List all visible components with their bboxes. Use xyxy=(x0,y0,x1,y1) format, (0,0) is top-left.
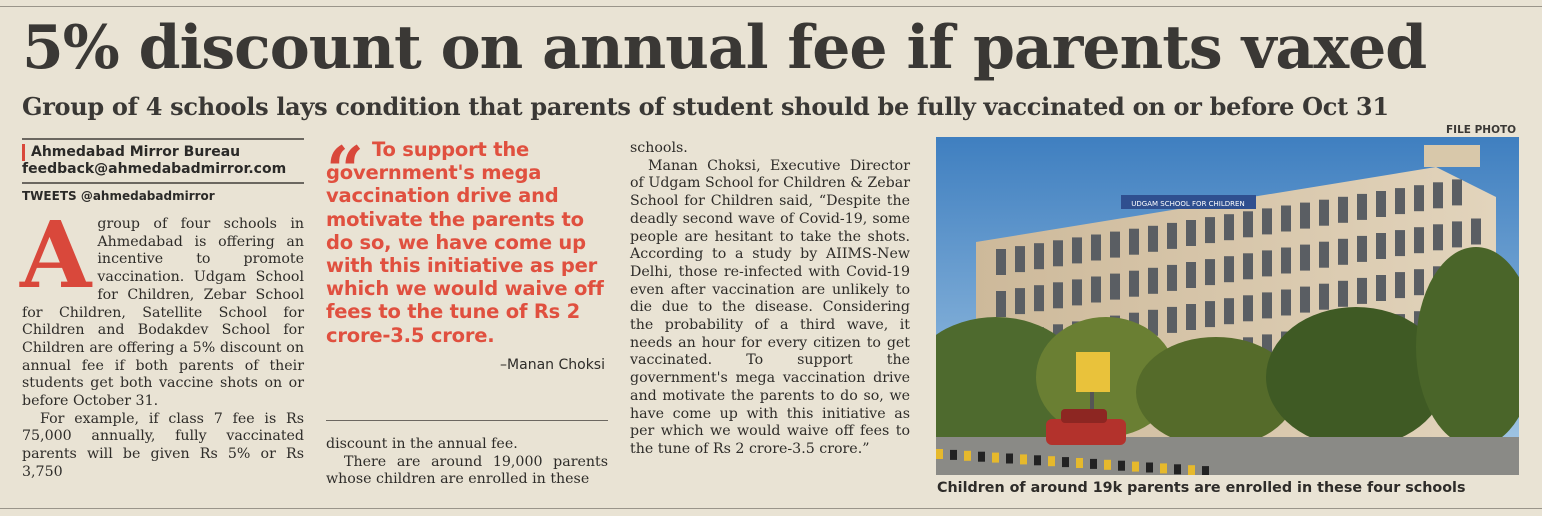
building-window xyxy=(1357,236,1367,262)
building-window xyxy=(1167,307,1177,333)
building-window xyxy=(1110,232,1120,258)
twitter-handle: TWEETS @ahmedabadmirror xyxy=(22,189,215,203)
building-window xyxy=(1072,279,1082,305)
building-window xyxy=(1414,227,1424,253)
building-window xyxy=(1053,282,1063,308)
kerb-stripe xyxy=(1034,455,1041,465)
pull-quote-rule xyxy=(326,420,608,421)
building-window xyxy=(1224,298,1234,324)
kerb-stripe xyxy=(936,449,943,459)
building-window xyxy=(1376,275,1386,301)
building-window xyxy=(1319,200,1329,226)
building-window xyxy=(1224,256,1234,282)
headline: 5% discount on annual fee if parents vaxed xyxy=(22,13,1427,83)
kerb-stripe xyxy=(1062,457,1069,467)
building-window xyxy=(1148,226,1158,252)
pull-quote-text: To support the government's mega vaccination drive and motivate the parents to do so, we have come up with this initiative as per which we would waive off fees to the tune of Rs 2 crore-3.5 crore. xyxy=(326,138,604,347)
building-window xyxy=(1319,242,1329,268)
byline-rule xyxy=(22,182,304,184)
building-window xyxy=(1243,295,1253,321)
building-window xyxy=(1433,182,1443,208)
building-window xyxy=(1357,194,1367,220)
byline-bureau: Ahmedabad Mirror Bureau xyxy=(22,144,304,161)
kerb-stripe xyxy=(1160,463,1167,473)
building-window xyxy=(1129,271,1139,297)
kerb-stripe xyxy=(964,451,971,461)
building-window xyxy=(1338,281,1348,307)
building-window xyxy=(1091,235,1101,261)
kerb-stripe xyxy=(992,453,999,463)
kerb-stripe xyxy=(1076,458,1083,468)
building-window xyxy=(1395,188,1405,214)
building-window xyxy=(1357,278,1367,304)
byline-email: feedback@ahmedabadmirror.com xyxy=(22,161,287,177)
paragraph: schools. xyxy=(630,140,688,156)
building-window xyxy=(1262,292,1272,318)
building-window xyxy=(1395,272,1405,298)
quote-mark-icon: “ xyxy=(326,132,364,210)
kerb-stripe xyxy=(1146,463,1153,473)
building-window xyxy=(1471,219,1481,245)
building-window xyxy=(1262,208,1272,234)
kerb-stripe xyxy=(1020,454,1027,464)
building-window xyxy=(1205,301,1215,327)
building-window xyxy=(1186,304,1196,330)
kerb-stripe xyxy=(950,450,957,460)
kerb-stripe xyxy=(1048,456,1055,466)
building-window xyxy=(1091,277,1101,303)
kerb-stripe xyxy=(1202,466,1209,475)
building-window xyxy=(1167,223,1177,249)
building-window xyxy=(1433,224,1443,250)
kerb-stripe xyxy=(1006,454,1013,464)
building-window xyxy=(1281,206,1291,232)
paragraph: group of four schools in Ahmedabad is offering an incentive to promote vaccination. Udgam School for Children, Zebar School for Children, Satellite School for Children and Bodakdev School for Children are offering a 5% discount on annual fee if both parents of their students get both vaccine shots on or before October 31. xyxy=(22,216,304,410)
building-window xyxy=(1300,203,1310,229)
pull-quote-attribution: –Manan Choksi xyxy=(500,356,605,373)
paragraph: There are around 19,000 parents whose children are enrolled in these xyxy=(326,453,608,488)
building-window xyxy=(1110,274,1120,300)
building-window xyxy=(1205,259,1215,285)
paragraph: For example, if class 7 fee is Rs 75,000 annually, fully vaccinated parents will be given Rs 5% or Rs 3,750 xyxy=(22,410,304,480)
building-window xyxy=(1186,262,1196,288)
article-column-3 xyxy=(630,140,910,459)
kerb-stripe xyxy=(978,452,985,462)
building-window xyxy=(1338,197,1348,223)
bottom-rule xyxy=(0,508,1542,509)
photo-caption: Children of around 19k parents are enrolled in these four schools xyxy=(937,480,1466,496)
drop-cap: A xyxy=(20,201,92,309)
article-column-2 xyxy=(326,436,608,489)
building-window xyxy=(1300,245,1310,271)
pull-quote xyxy=(326,132,609,373)
building-window xyxy=(1129,229,1139,255)
building-window xyxy=(1224,214,1234,240)
building-window xyxy=(1148,268,1158,294)
kerb-stripe xyxy=(1132,462,1139,472)
byline xyxy=(22,138,304,184)
byline-rule xyxy=(22,138,304,140)
building-window xyxy=(1338,239,1348,265)
building-window xyxy=(1452,179,1462,205)
building-window xyxy=(1281,290,1291,316)
building-window xyxy=(1243,211,1253,237)
building-window xyxy=(1034,243,1044,269)
building-window xyxy=(1300,287,1310,313)
building-window xyxy=(1243,253,1253,279)
building-window xyxy=(1395,230,1405,256)
building-sign: UDGAM SCHOOL FOR CHILDREN xyxy=(1131,200,1245,208)
building-window xyxy=(1053,240,1063,266)
building-window xyxy=(1072,237,1082,263)
article-column-1 xyxy=(20,201,304,482)
kerb-stripe xyxy=(1090,459,1097,469)
photo-credit: FILE PHOTO xyxy=(1446,124,1517,136)
building-window xyxy=(1319,284,1329,310)
building-window xyxy=(1205,217,1215,243)
top-rule xyxy=(0,6,1542,7)
building-window xyxy=(996,291,1006,317)
building-window xyxy=(1281,248,1291,274)
kerb-stripe xyxy=(1104,460,1111,470)
building-window xyxy=(1376,233,1386,259)
building-window xyxy=(1186,220,1196,246)
kerb-stripe xyxy=(1118,461,1125,471)
building-window xyxy=(1034,285,1044,311)
building-window xyxy=(1414,269,1424,295)
subheadline: Group of 4 schools lays condition that parents of student should be fully vaccinated on or before Oct 31 xyxy=(22,92,1389,121)
building-window xyxy=(1414,185,1424,211)
building-window xyxy=(996,249,1006,275)
building-window xyxy=(1262,250,1272,276)
building-window xyxy=(1167,265,1177,291)
building-window xyxy=(1015,288,1025,314)
school-building-photo xyxy=(936,137,1519,475)
building-window xyxy=(1452,221,1462,247)
paragraph: Manan Choksi, Executive Director of Udgam School for Children & Zebar School for Children said, “Despite the deadly second wave of Covid-19, some people are hesitant to take the shots. According to a study by AIIMS-New Delhi, those re-infected with Covid-19 even after vaccination are unlikely to die due to the disease. Considering the probability of a third wave, it needs an hour for every citizen to get vaccinated. To support the government's mega vaccination drive and motivate the parents to do so, we have come up with this initiative as per which we would waive off fees to the tune of Rs 2 crore-3.5 crore.” xyxy=(630,157,910,457)
paragraph: discount in the annual fee. xyxy=(326,436,518,452)
building-window xyxy=(1015,246,1025,272)
kerb-stripe xyxy=(1174,464,1181,474)
building-window xyxy=(1376,191,1386,217)
kerb-stripe xyxy=(1188,465,1195,475)
